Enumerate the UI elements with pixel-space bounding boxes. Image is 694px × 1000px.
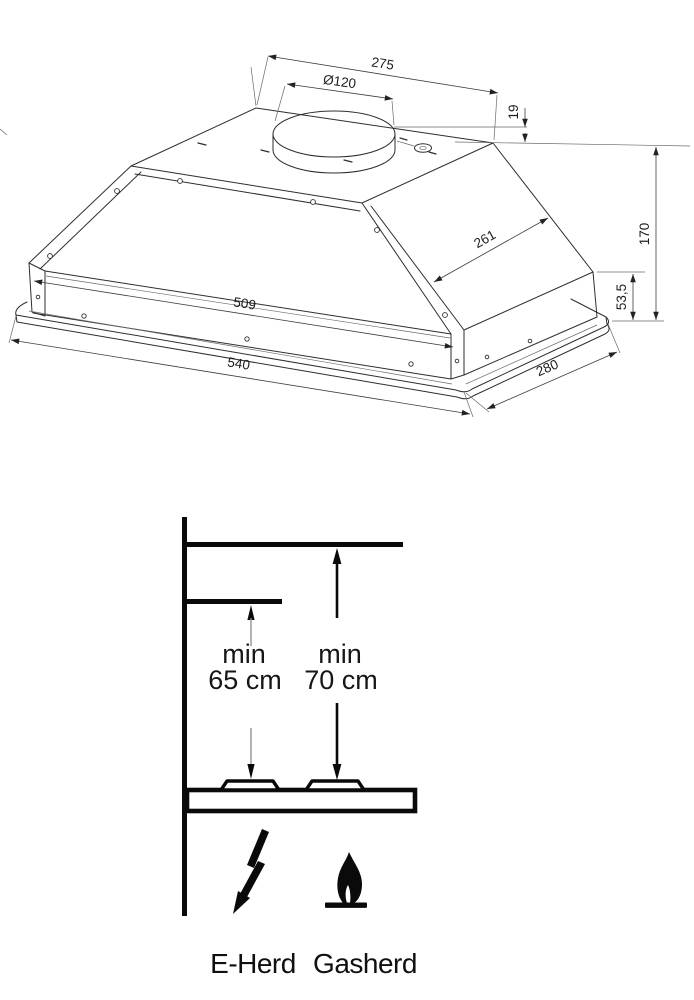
- electric-clearance-value: 65 cm: [208, 665, 282, 695]
- dimension-value: 170: [637, 222, 652, 246]
- hanging-eyelet: [415, 144, 432, 153]
- right-fold-line: [371, 206, 464, 330]
- flange-lip-line: [29, 311, 597, 384]
- burner-gas: [306, 781, 364, 790]
- dimension-slant-length: [434, 218, 548, 282]
- extension-line: [9, 316, 16, 343]
- front-left-corner-post: [29, 263, 45, 316]
- screw-hole: [409, 362, 413, 366]
- dimension-value: 53,5: [614, 283, 629, 311]
- flame-base-bar: [325, 903, 367, 908]
- arrow-down-head: [333, 764, 342, 780]
- dimension-base-height: [597, 272, 645, 320]
- screw-hole: [528, 339, 532, 343]
- top-front-fold-line: [135, 174, 360, 211]
- screw-hole: [455, 359, 459, 363]
- extension-line: [494, 95, 497, 140]
- range-hood-dimensional-drawing: [0, 54, 690, 417]
- hanging-eyelet-hole: [420, 146, 426, 149]
- screw-hole: [443, 313, 448, 318]
- hanging-tab-stem: [397, 141, 414, 146]
- extension-line: [466, 393, 489, 412]
- extension-line: [251, 67, 256, 106]
- screw-hole: [375, 228, 380, 233]
- dimension-value: 261: [471, 227, 499, 252]
- left-edge-fold-inner: [40, 172, 141, 269]
- arrow-down-head: [247, 764, 254, 779]
- flame-shape: [337, 852, 362, 903]
- screw-hole: [485, 355, 489, 359]
- screw-hole: [115, 189, 120, 194]
- extension-line: [608, 324, 620, 353]
- lightning-bolt-icon: [233, 829, 269, 914]
- dimension-overall-depth: [466, 324, 620, 412]
- screw-hole: [36, 295, 40, 299]
- dimension-value: Ø120: [322, 71, 358, 92]
- burner-electric: [221, 781, 279, 790]
- gas-flame-icon: [325, 852, 367, 908]
- screw-hole: [178, 179, 183, 184]
- gas-clearance-value: 70 cm: [304, 665, 378, 695]
- screw-hole: [245, 337, 249, 341]
- right-band-bottom-edge: [464, 317, 597, 375]
- extension-line: [257, 57, 268, 105]
- extension-line: [392, 101, 394, 125]
- dimension-value: 540: [226, 354, 252, 373]
- electric-min-prefix: min: [222, 639, 266, 669]
- extension-line: [275, 86, 285, 121]
- dimension-value: 19: [506, 104, 521, 120]
- cooktop-worktop: [187, 790, 415, 811]
- installation-clearance-diagram: [185, 517, 417, 979]
- caption-gas: Gasherd: [313, 948, 417, 979]
- left-edge-fold-outer: [29, 166, 131, 263]
- screw-hole: [311, 200, 316, 205]
- screw-hole: [48, 254, 53, 259]
- body-bottom-corner-edge: [451, 375, 464, 379]
- dimension-body-width: [34, 281, 453, 347]
- clipped-line-artifact: [0, 129, 7, 135]
- back-right-corner-edge: [493, 143, 593, 272]
- dimension-line: [34, 281, 453, 347]
- dimension-value: 275: [370, 54, 396, 73]
- right-band-top-edge: [464, 272, 593, 330]
- gas-min-prefix: min: [318, 639, 362, 669]
- dimension-collar-height: [394, 104, 690, 146]
- arrow-up-head: [247, 605, 254, 620]
- dimension-value: 509: [232, 294, 257, 313]
- duct-collar-base-arc: [273, 150, 395, 173]
- duct-collar-top: [273, 111, 395, 157]
- dimension-line: [11, 340, 470, 414]
- vent-slot-marks: [198, 138, 436, 162]
- caption-electric: E-Herd: [210, 948, 296, 979]
- screw-hole: [82, 314, 86, 318]
- dimension-value: 280: [533, 356, 561, 380]
- front-face-right-edge: [362, 203, 451, 334]
